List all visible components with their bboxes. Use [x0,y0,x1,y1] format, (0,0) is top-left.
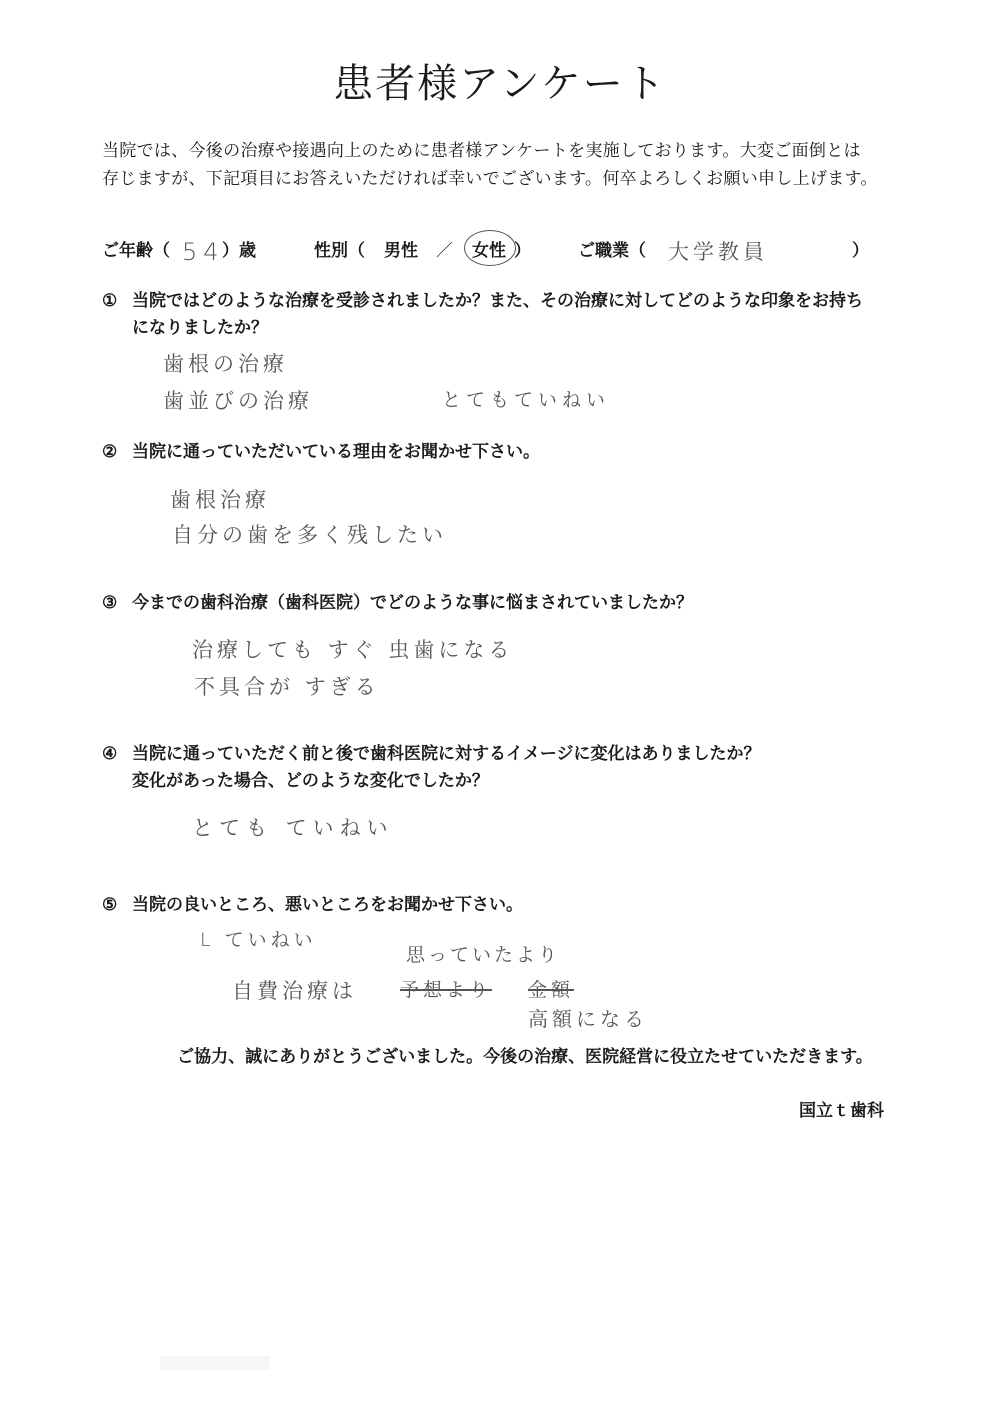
job-label: ご職業（ [578,241,646,261]
page-title: 患者様アンケート [333,61,667,107]
age-answer: 54 [182,238,225,266]
question-4 [102,741,902,795]
gender-male: 男性 [384,241,418,261]
question-1 [102,288,902,342]
answer-5-line-1: L ていねい [200,929,317,951]
question-text: になりましたか？ [132,318,268,338]
question-text: 当院に通っていただく前と後で歯科医院に対するイメージに変化はありましたか？ [132,744,761,764]
gender-female: 女性 [472,241,506,261]
answer-5-struck-text: 予想より [400,979,493,1001]
answer-3-line-2: 不具合が すぎる [194,675,380,699]
clinic-name: 国立ｔ歯科 [799,1101,884,1121]
age-label: ご年齢（ [102,241,170,261]
answer-5-correction: 思っていたより [406,944,561,966]
question-5 [102,892,902,919]
answer-2-line-2: 自分の歯を多く残したい [172,523,447,547]
question-text: 当院の良いところ、悪いところをお聞かせ下さい。 [132,895,523,915]
answer-1-line-1: 歯根の治療 [163,352,288,376]
age-suffix: ）歳 [222,241,256,261]
answer-5-line-3: 高額になる [528,1007,648,1031]
intro-text [102,137,902,193]
question-number: ④ [102,744,118,764]
question-2 [102,439,902,466]
answer-5-line-2: 自費治療は [232,979,357,1003]
answer-1-impression: とてもていねい [442,389,611,411]
question-text: 当院に通っていただいている理由をお聞かせ下さい。 [132,442,540,462]
answer-4-line-1: とても ていねい [192,816,394,840]
question-number: ② [102,442,118,462]
question-text: 今までの歯科治療（歯科医院）でどのような事に悩まされていましたか？ [132,593,693,613]
question-number: ① [102,291,118,311]
question-number: ③ [102,593,118,613]
faint-stamp-mark [160,1356,270,1370]
job-close: ） [852,241,869,261]
answer-2-line-1: 歯根治療 [170,488,270,512]
closing-message: ご協力、誠にありがとうございました。今後の治療、医院経営に役立たせていただきます。 [177,1047,873,1067]
gender-close: ） [514,241,531,261]
answer-1-line-2: 歯並びの治療 [163,389,313,413]
answer-5-struck-amount: 金額 [528,979,575,1001]
selection-circle [464,230,516,266]
gender-separator: ／ [436,241,453,261]
question-3 [102,590,902,617]
question-text: 当院ではどのような治療を受診されましたか？また、その治療に対してどのような印象をお持ち [132,291,863,311]
answer-3-line-1: 治療しても すぐ 虫歯になる [192,638,514,662]
question-text: 変化があった場合、どのような変化でしたか？ [132,771,489,791]
intro-line: 存じますが、下記項目にお答えいただければ幸いでございます。何卒よろしくお願い申し上げます。 [102,169,878,189]
intro-line: 当院では、今後の治療や接遇向上のために患者様アンケートを実施しております。大変ご面倒とは [102,141,861,161]
job-answer: 大学教員 [668,240,768,264]
question-number: ⑤ [102,895,118,915]
gender-label: 性別（ [314,241,365,261]
